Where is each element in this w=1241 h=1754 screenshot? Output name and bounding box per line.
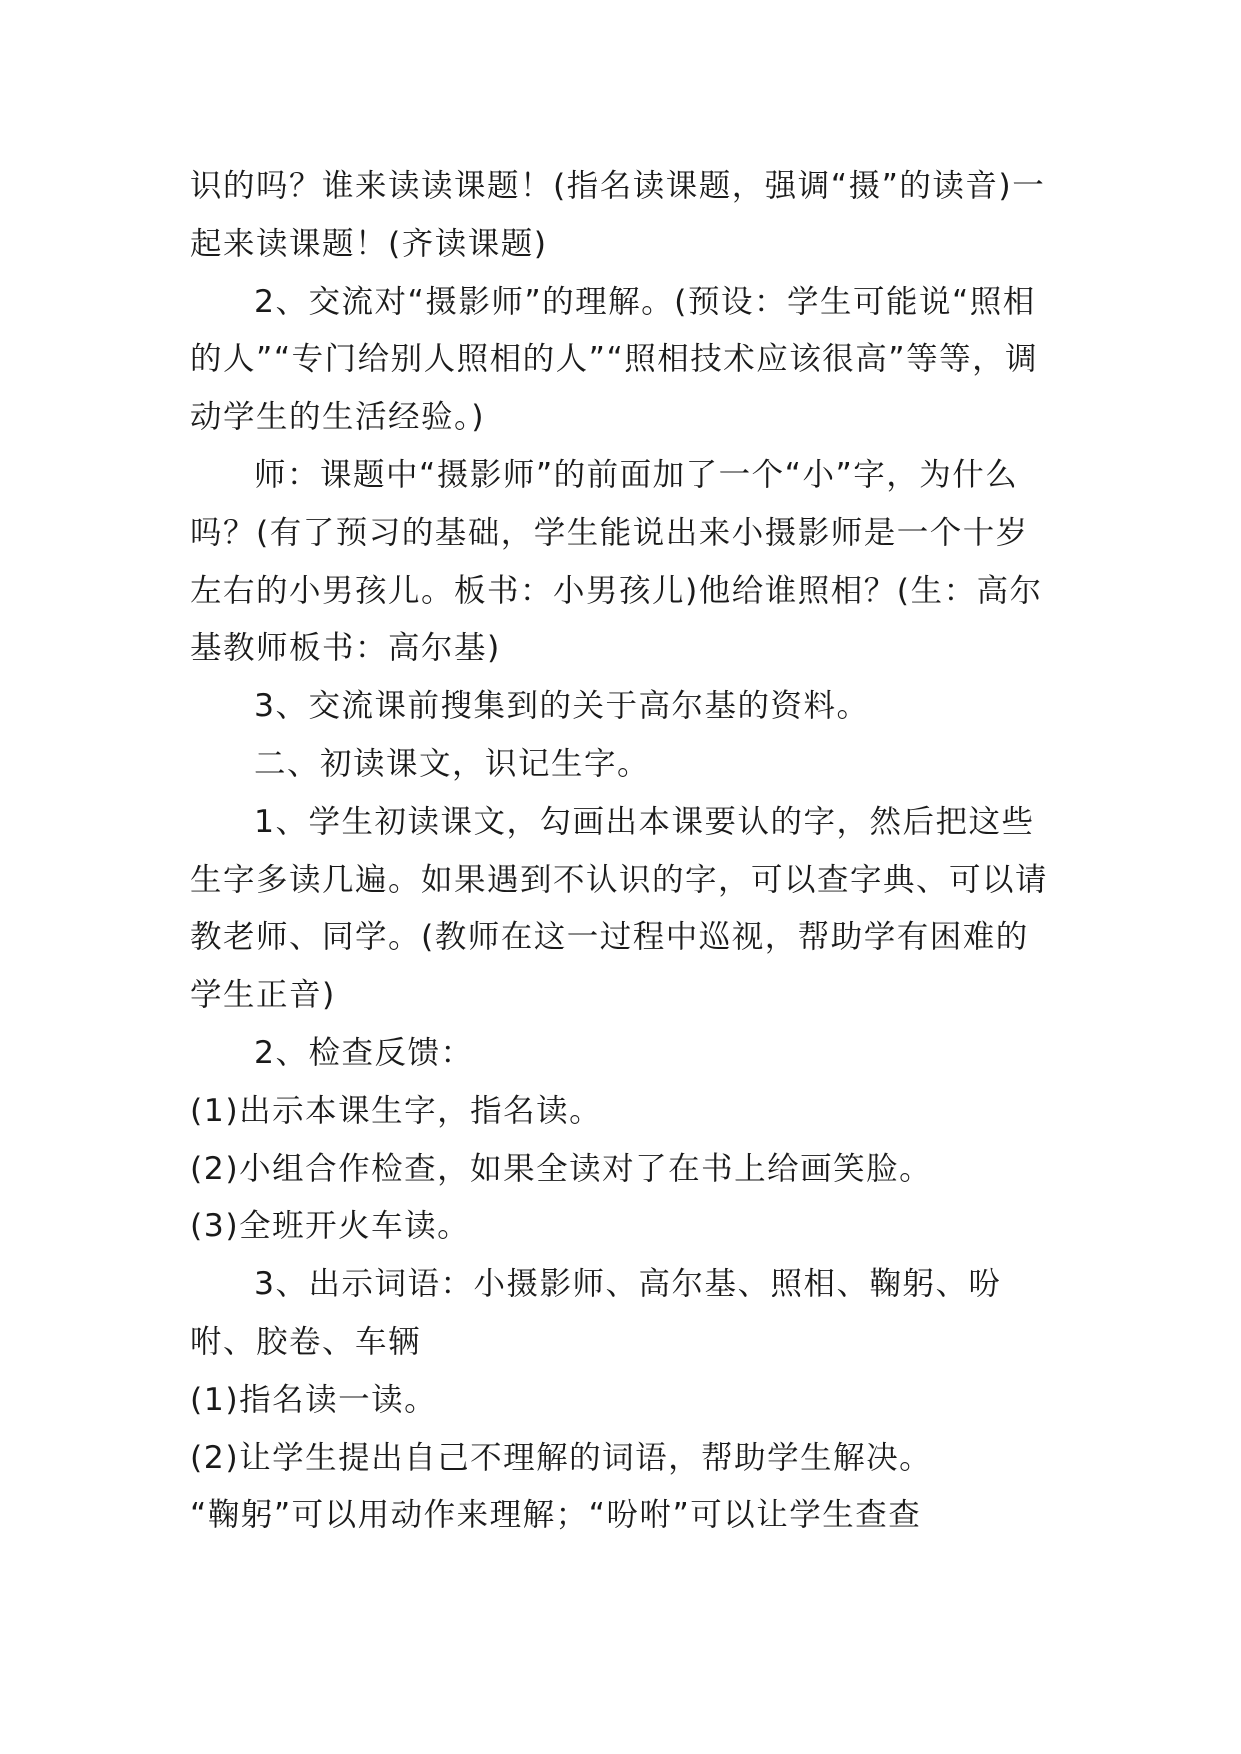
paragraph-show-words: 3、出示词语：小摄影师、高尔基、照相、鞠躬、吩咐、胶卷、车辆 xyxy=(190,1266,1002,1360)
section-heading-first-reading: 二、初读课文，识记生字。 xyxy=(254,745,651,782)
list-item: (2)让学生提出自己不理解的词语，帮助学生解决。 xyxy=(190,1439,933,1476)
list-item: (1)出示本课生字，指名读。 xyxy=(190,1092,603,1129)
paragraph-check-feedback: 2、检查反馈： xyxy=(254,1034,474,1071)
paragraph-teacher-question: 师：课题中“摄影师”的前面加了一个“小”字，为什么吗？(有了预习的基础，学生能说出来小摄影师是一个十岁左右的小男孩儿。板书：小男孩儿)他给谁照相？(生：高尔基教师板书：高尔基) xyxy=(190,456,1043,667)
paragraph-gorky-materials: 3、交流课前搜集到的关于高尔基的资料。 xyxy=(254,688,870,725)
list-item: (2)小组合作检查，如果全读对了在书上给画笑脸。 xyxy=(190,1150,933,1187)
paragraph-discuss-photographer: 2、交流对“摄影师”的理解。(预设：学生可能说“照相的人”“专门给别人照相的人”“照相技术应该很高”等等，调动学生的生活经验。) xyxy=(190,283,1039,436)
document-body xyxy=(190,158,1060,1545)
list-item: (3)全班开火车读。 xyxy=(190,1208,471,1245)
list-item: (1)指名读一读。 xyxy=(190,1381,438,1418)
paragraph-continuation: 识的吗？谁来读读课题！(指名读课题，强调“摄”的读音)一起来读课题！(齐读课题) xyxy=(190,168,1046,262)
paragraph-word-explanation: “鞠躬”可以用动作来理解；“吩咐”可以让学生查查 xyxy=(190,1497,922,1534)
paragraph-first-reading: 1、学生初读课文，勾画出本课要认的字，然后把这些生字多读几遍。如果遇到不认识的字，可以查字典、可以请教老师、同学。(教师在这一过程中巡视，帮助学有困难的学生正音) xyxy=(190,803,1049,1014)
